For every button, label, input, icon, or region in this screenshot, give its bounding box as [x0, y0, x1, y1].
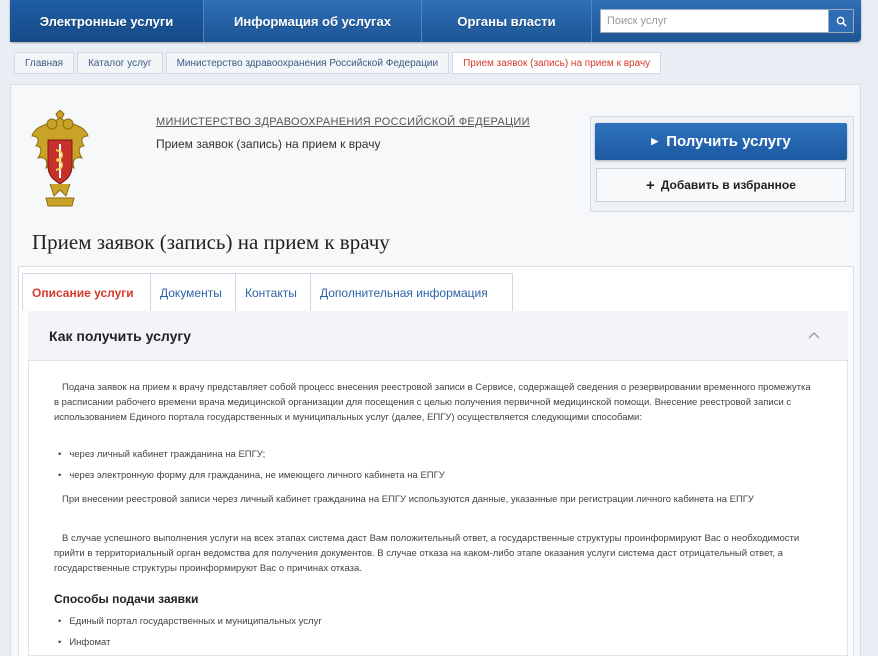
service-subtitle: Прием заявок (запись) на прием к врачу: [156, 137, 381, 151]
coat-of-arms-logo: [28, 110, 92, 210]
tab-contacts[interactable]: Контакты: [235, 273, 311, 311]
get-service-button[interactable]: [595, 123, 847, 160]
nav-electronic-services[interactable]: Электронные услуги: [10, 0, 204, 42]
methods-subheading: Способы подачи заявки: [54, 592, 199, 606]
page-title: Прием заявок (запись) на прием к врачу: [32, 230, 390, 254]
paragraph-cabinet: При внесении реестровой записи через личный кабинет гражданина на ЕПГУ используются данные, указанные при регистрации личного кабинета на ЕПГУ: [62, 494, 754, 505]
nav-service-info[interactable]: Информация об услугах: [204, 0, 422, 42]
add-favorite-label: Добавить в избранное: [660, 178, 796, 192]
tab-description[interactable]: Описание услуги: [22, 273, 151, 311]
nav-authorities[interactable]: Органы власти: [422, 0, 592, 42]
top-navigation: [10, 0, 861, 42]
search-input[interactable]: [600, 9, 828, 33]
search-icon: [836, 16, 847, 27]
list-item: • Инфомат: [58, 637, 110, 648]
search-button[interactable]: [828, 9, 854, 33]
breadcrumb-home[interactable]: Главная: [14, 52, 74, 74]
list-item: • через электронную форму для гражданина, не имеющего личного кабинета на ЕПГУ: [58, 470, 445, 481]
plus-icon: +: [646, 176, 655, 194]
section-header[interactable]: [28, 311, 848, 361]
tab-additional-info[interactable]: Дополнительная информация: [310, 273, 513, 311]
play-arrow-icon: ▶: [651, 136, 659, 146]
tab-bar: [22, 273, 512, 311]
breadcrumb-current: Прием заявок (запись) на прием к врачу: [452, 52, 661, 74]
tab-documents[interactable]: Документы: [150, 273, 236, 311]
section-title: Как получить услугу: [49, 327, 191, 344]
breadcrumb: [14, 52, 664, 74]
paragraph-intro: Подача заявок на прием к врачу представляет собой процесс внесения реестровой записи в Сервисе, содержащей сведения о резервировании временного промежутка в расписании рабочего времени врача медицинской организации для посещения с целью получения первичной медицинской помощи. Внесение реестровой записи с использованием Единого портала государственных и муниципальных услуг (далее, ЕПГУ) осуществляется следующими способами:: [54, 382, 811, 423]
chevron-up-icon: [808, 331, 820, 339]
list-item: • Единый портал государственных и муниципальных услуг: [58, 616, 322, 627]
breadcrumb-catalog[interactable]: Каталог услуг: [77, 52, 163, 74]
get-service-label: Получить услугу: [666, 133, 791, 150]
list-item: • через личный кабинет гражданина на ЕПГУ;: [58, 449, 265, 460]
breadcrumb-ministry[interactable]: Министерство здравоохранения Российской Федерации: [166, 52, 450, 74]
add-to-favorites-button[interactable]: [596, 168, 846, 202]
search-bar: [592, 0, 861, 42]
paragraph-result: В случае успешного выполнения услуги на всех этапах система даст Вам положительный ответ, а государственные структуры проинформируют Вас о необходимости прийти в территориальный орган ведомства для получения документов. В случае отказа на каком-либо этапе оказания услуги система даст отрицательный ответ, а государственные структуры проинформируют Вас о причинах отказа.: [54, 533, 800, 574]
ministry-link[interactable]: МИНИСТЕРСТВО ЗДРАВООХРАНЕНИЯ РОССИЙСКОЙ ФЕДЕРАЦИИ: [156, 116, 530, 128]
